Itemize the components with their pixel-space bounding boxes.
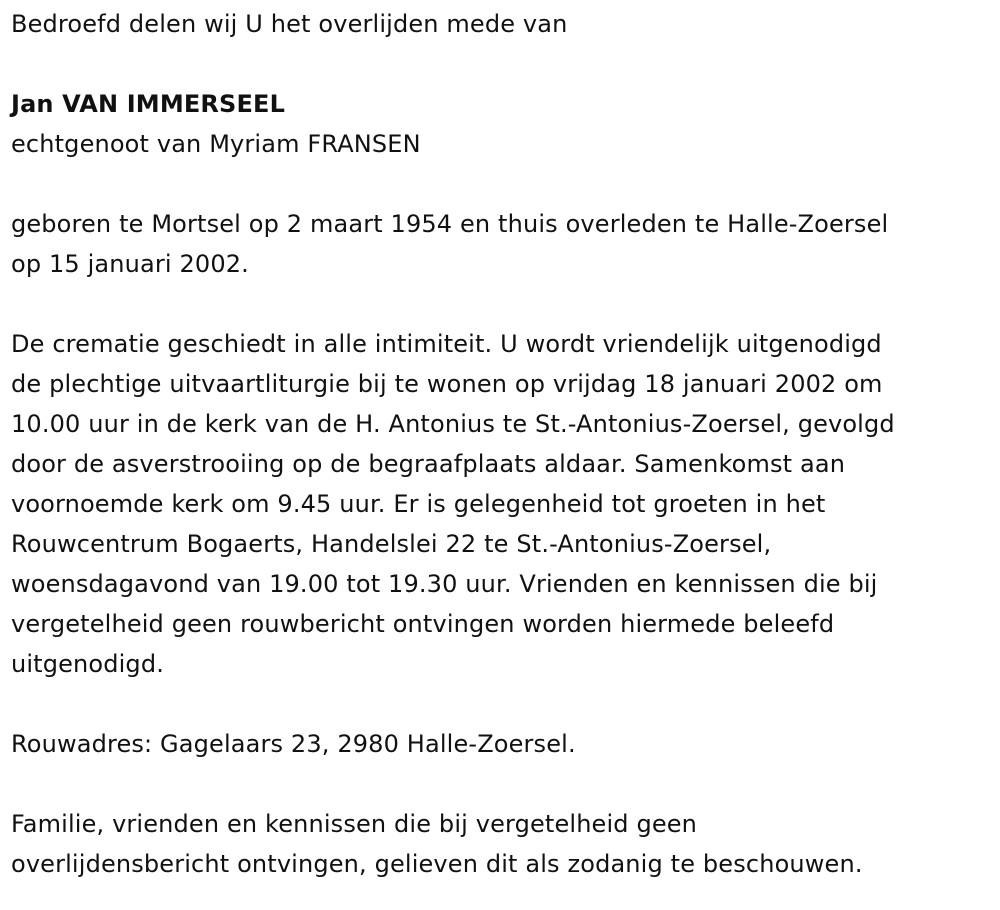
paragraph-line: overlijdensbericht ontvingen, gelieven dit als zodanig te beschouwen. bbox=[11, 850, 863, 878]
intro-text: Bedroefd delen wij U het overlijden mede van bbox=[11, 10, 568, 38]
paragraph-line: de plechtige uitvaartliturgie bij te wonen op vrijdag 18 januari 2002 om bbox=[11, 370, 883, 398]
paragraph-line: door de asverstrooiing op de begraafplaats aldaar. Samenkomst aan bbox=[11, 450, 846, 478]
spacer bbox=[11, 284, 986, 324]
paragraph-line: Rouwcentrum Bogaerts, Handelslei 22 te St.-Antonius-Zoersel, bbox=[11, 530, 772, 558]
spacer bbox=[11, 764, 986, 804]
paragraph-line: voornoemde kerk om 9.45 uur. Er is gelegenheid tot groeten in het bbox=[11, 490, 826, 518]
spacer bbox=[11, 164, 986, 204]
mourning-address: Rouwadres: Gagelaars 23, 2980 Halle-Zoersel. bbox=[11, 730, 576, 758]
paragraph-line: op 15 januari 2002. bbox=[11, 250, 249, 278]
paragraph-line: Familie, vrienden en kennissen die bij vergetelheid geen bbox=[11, 810, 698, 838]
deceased-name: Jan VAN IMMERSEEL bbox=[11, 90, 286, 118]
paragraph-line: woensdagavond van 19.00 tot 19.30 uur. Vrienden en kennissen die bij bbox=[11, 570, 878, 598]
death-notice bbox=[11, 4, 986, 884]
spouse-text: echtgenoot van Myriam FRANSEN bbox=[11, 130, 421, 158]
birth-death-paragraph bbox=[11, 204, 986, 284]
paragraph-line: 10.00 uur in de kerk van de H. Antonius te St.-Antonius-Zoersel, gevolgd bbox=[11, 410, 895, 438]
spacer bbox=[11, 44, 986, 84]
paragraph-line: uitgenodigd. bbox=[11, 650, 164, 678]
paragraph-line: vergetelheid geen rouwbericht ontvingen worden hiermede beleefd bbox=[11, 610, 835, 638]
spacer bbox=[11, 684, 986, 724]
ceremony-paragraph bbox=[11, 324, 986, 684]
paragraph-line: geboren te Mortsel op 2 maart 1954 en thuis overleden te Halle-Zoersel bbox=[11, 210, 889, 238]
closing-paragraph bbox=[11, 804, 986, 884]
paragraph-line: De crematie geschiedt in alle intimiteit. U wordt vriendelijk uitgenodigd bbox=[11, 330, 882, 358]
